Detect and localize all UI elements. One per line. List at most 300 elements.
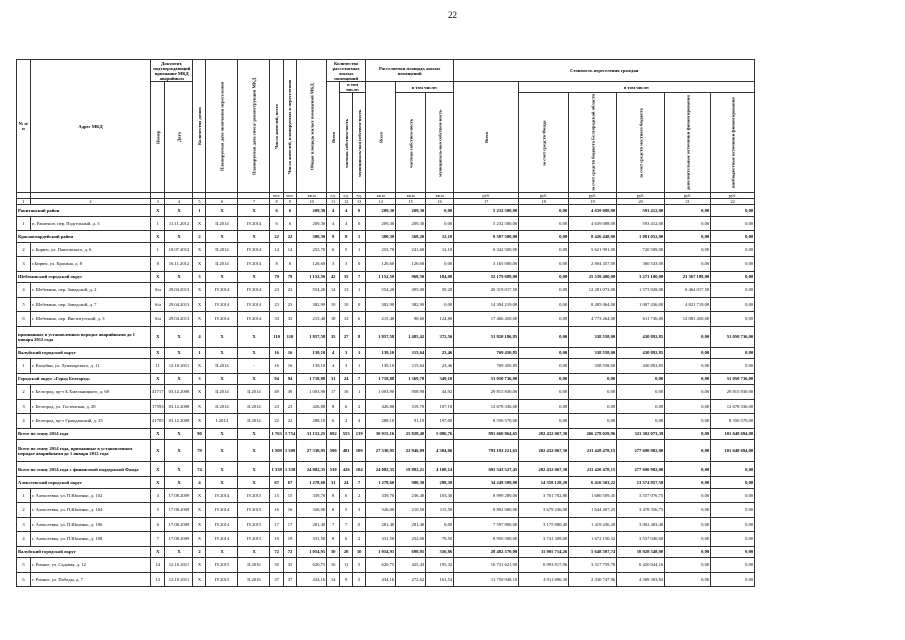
table-cell: 17593 <box>151 399 165 414</box>
table-cell: 281,40 <box>366 517 396 532</box>
table-cell: X <box>193 312 206 327</box>
table-cell: признанные в установленном порядке аварийными до 1 января 2012 года <box>17 326 151 347</box>
table-cell: 94 <box>283 373 296 385</box>
table-cell: 94 <box>270 373 283 385</box>
table-cell: 3 <box>193 373 206 385</box>
hdr-qty-private: частная собствен-ность <box>340 93 353 193</box>
table-cell: 2 804 457,00 <box>569 257 617 272</box>
table-cell: 8 <box>270 257 283 272</box>
table-cell: 12 <box>340 312 353 327</box>
table-cell: 0,00 <box>569 373 617 385</box>
table-cell: 0,00 <box>519 385 569 400</box>
table-cell: 33 <box>270 312 283 327</box>
hdr-doc-number: Номер <box>151 82 165 193</box>
table-cell: I.2014 <box>206 414 238 429</box>
page-number: 22 <box>448 10 457 20</box>
table-cell: 2 330 747,96 <box>569 572 617 587</box>
table-cell: 0,00 <box>665 205 711 217</box>
table-cell: 1 <box>17 359 31 374</box>
table-cell: 2 <box>353 532 366 547</box>
table-cell: 1 278,60 <box>297 477 327 489</box>
table-cell: 5 <box>340 242 353 257</box>
table-cell: 3 <box>353 503 366 518</box>
table-cell: IV.2014 <box>206 312 238 327</box>
table-cell: IV.2015 <box>238 488 270 503</box>
group-row <box>17 373 755 385</box>
hdr-cost: Стоимость переселения граждан <box>454 60 755 82</box>
table-cell: 16 <box>283 503 296 518</box>
table-cell: X <box>165 326 193 347</box>
table-cell: X <box>193 572 206 587</box>
table-cell: 4 <box>340 216 353 231</box>
table-cell: 30 915,16 <box>366 428 396 440</box>
table-cell: 1 <box>17 216 31 231</box>
hdr-residents: Число жителей, всего <box>270 60 283 193</box>
table-cell: 434,16 <box>366 572 396 587</box>
table-cell: X <box>238 546 270 558</box>
table-cell: 13 <box>353 199 366 205</box>
table-cell: 107,18 <box>426 399 454 414</box>
table-cell: X <box>206 271 238 283</box>
hdr-plan-demolition: Планируемая дата сноса/ реконструкции МКД <box>238 60 270 193</box>
table-cell: II.2014 <box>206 399 238 414</box>
table-cell: 8 <box>327 532 340 547</box>
table-cell: 22 <box>283 231 296 243</box>
hdr-cost-region: за счет средств бюджета Белгородской области <box>569 93 617 193</box>
table-cell: X <box>206 347 238 359</box>
table-cell: 91,10 <box>396 414 426 429</box>
table-cell: 266 278 029,96 <box>569 428 617 440</box>
table-cell: 16 <box>283 347 296 359</box>
table-cell: IV.2015 <box>206 558 238 573</box>
table-cell: 139 <box>353 428 366 440</box>
table-cell: 20 319 017,50 <box>454 283 519 298</box>
table-cell: руб. <box>665 193 711 199</box>
total-row <box>17 326 755 347</box>
table-cell: 1 <box>353 385 366 400</box>
hdr-num: № п/п <box>17 60 31 193</box>
table-cell: 0,00 <box>665 359 711 374</box>
table-cell: X <box>193 297 206 312</box>
table-cell: 209,30 <box>366 216 396 231</box>
table-cell: 19 <box>569 199 617 205</box>
table-cell: 14 <box>327 283 340 298</box>
table-cell: 24 <box>340 373 353 385</box>
table-cell: 1 509 <box>270 440 283 462</box>
table-cell: 16 <box>270 503 283 518</box>
table-cell: 1 054,91 <box>366 546 396 558</box>
table-cell: 0,00 <box>519 283 569 298</box>
table-cell: II.2014 <box>238 385 270 400</box>
table-cell: 2 <box>193 231 206 243</box>
table-cell: 7 <box>340 517 353 532</box>
table-cell: 7 <box>151 532 165 547</box>
table-cell: 382,90 <box>297 297 327 312</box>
hdr-area-resettled: Расселяемая площадь жилых помещений <box>366 60 454 82</box>
table-cell: 0,00 <box>665 477 711 489</box>
table-cell: IV.2014 <box>238 283 270 298</box>
table-cell: 18 <box>519 199 569 205</box>
table-cell: 2 <box>17 242 31 257</box>
table-cell: X <box>151 428 165 440</box>
table-cell: 23 <box>283 283 296 298</box>
table-cell: IV.2014 <box>206 532 238 547</box>
table-cell: 3 002 483,40 <box>617 517 665 532</box>
table-cell: X <box>151 546 165 558</box>
table-cell: 0,00 <box>711 242 755 257</box>
table-cell: 5 086,76 <box>426 428 454 440</box>
table-cell: 13 574 957,58 <box>617 477 665 489</box>
table-cell: IV.2015 <box>238 503 270 518</box>
table-cell: X <box>193 257 206 272</box>
table-cell: 0,00 <box>617 414 665 429</box>
table-cell: 288,10 <box>297 414 327 429</box>
table-cell: 8 <box>270 199 283 205</box>
table-cell: 6 <box>206 199 238 205</box>
table-cell: 0,00 <box>569 414 617 429</box>
table-cell: IV.2015 <box>206 572 238 587</box>
table-cell: 430 892,85 <box>617 326 665 347</box>
table-cell: 72 <box>283 546 296 558</box>
table-cell: 692 <box>327 428 340 440</box>
table-cell: 11 905 714,26 <box>519 546 569 558</box>
table-cell: 161,54 <box>426 572 454 587</box>
table-cell: кв.м <box>396 193 426 199</box>
table-cell: 1 <box>17 199 31 205</box>
table-cell: X <box>151 205 165 217</box>
table-cell: 8 <box>340 231 353 243</box>
table-cell: б/н <box>151 283 165 298</box>
table-cell: X <box>193 359 206 374</box>
table-cell: IV.2015 <box>238 532 270 547</box>
table-cell: 5 <box>353 572 366 587</box>
table-cell: X <box>165 462 193 477</box>
table-cell: X <box>206 205 238 217</box>
table-cell: 11 <box>151 359 165 374</box>
table-cell: 6 <box>270 216 283 231</box>
table-cell: 4 <box>17 414 31 429</box>
table-cell: 209,30 <box>297 216 327 231</box>
table-cell: 426,88 <box>297 399 327 414</box>
table-cell: 2 <box>17 385 31 400</box>
table-cell: X <box>206 428 238 440</box>
table-cell: 339,70 <box>297 488 327 503</box>
table-cell: 24 <box>340 477 353 489</box>
table-cell: 1 672 150,32 <box>569 532 617 547</box>
table-cell: Валуйский городской округ <box>17 546 151 558</box>
table-cell: 35 <box>340 271 353 283</box>
table-cell: 51 050 736,00 <box>711 326 755 347</box>
table-cell: 49 <box>283 385 296 400</box>
table-cell: 4 <box>151 488 165 503</box>
hdr-area-total2: Всего <box>366 82 396 193</box>
table-cell: 19 <box>283 532 296 547</box>
table-cell: 5 <box>151 503 165 518</box>
table-row <box>17 385 755 400</box>
table-cell: 10 <box>297 199 327 205</box>
table-cell: 139,10 <box>297 359 327 374</box>
table-cell: 109 <box>353 440 366 462</box>
table-cell: 769 450,85 <box>454 359 519 374</box>
table-cell: IV.2014 <box>238 297 270 312</box>
table-cell: 253,70 <box>297 242 327 257</box>
table-cell: 6 <box>340 532 353 547</box>
table-cell: 434,16 <box>297 572 327 587</box>
table-cell: 115,64 <box>396 347 426 359</box>
table-cell: 20 <box>340 546 353 558</box>
table-cell: 23 <box>270 283 283 298</box>
table-cell: 1 338 <box>270 462 283 477</box>
table-cell: 2 <box>353 488 366 503</box>
table-row <box>17 503 755 518</box>
table-cell: 17.08.2009 <box>165 503 193 518</box>
table-cell: 17 <box>454 199 519 205</box>
table-cell: г. Шебекино, пер. Заводской, д. 2 <box>31 283 151 298</box>
table-cell: 0,00 <box>519 414 569 429</box>
table-cell: 17.08.2009 <box>165 517 193 532</box>
table-cell: 67 <box>283 477 296 489</box>
table-cell: 28 482 570,00 <box>454 546 519 558</box>
hdr-qty-total: Всего <box>327 82 340 193</box>
table-cell: 425,43 <box>396 558 426 573</box>
table-cell: 1 573 928,00 <box>617 283 665 298</box>
table-cell: 4 <box>327 216 340 231</box>
table-cell: 326,00 <box>366 503 396 518</box>
table-cell: 4 <box>353 414 366 429</box>
group-row <box>17 205 755 217</box>
table-cell: 1 <box>193 347 206 359</box>
table-cell: 241,60 <box>396 242 426 257</box>
table-cell: 29.04.2013 <box>165 312 193 327</box>
table-cell: г. Ровное, ул. Победы, д. 7 <box>31 572 151 587</box>
table-cell: 3 478 356,75 <box>617 503 665 518</box>
table-cell: 0,00 <box>665 326 711 347</box>
table-cell: 3 <box>340 347 353 359</box>
table-cell: 16 <box>270 347 283 359</box>
table-cell: 49 <box>270 385 283 400</box>
table-cell: 321 302 073,39 <box>617 428 665 440</box>
table-cell: 495,00 <box>396 283 426 298</box>
table-cell: X <box>206 462 238 477</box>
table-cell: Красногвардейский район <box>17 231 151 243</box>
hdr-residents-plan: Число жителей, планируемых к переселению <box>283 60 296 193</box>
table-cell: 3 741 309,00 <box>519 532 569 547</box>
table-cell: 15 <box>270 488 283 503</box>
table-cell: 0,00 <box>665 414 711 429</box>
table-cell: IV.2014 <box>238 257 270 272</box>
table-cell: 0,00 <box>665 572 711 587</box>
table-cell: 5 232 500,00 <box>454 216 519 231</box>
table-cell: 14 <box>283 242 296 257</box>
table-cell: X <box>151 347 165 359</box>
table-cell: 4 <box>340 205 353 217</box>
hdr-houses: Количество домов <box>193 60 206 193</box>
table-cell: 0,00 <box>711 572 755 587</box>
table-cell: 12 081 450,00 <box>665 312 711 327</box>
table-cell: 958,98 <box>396 385 426 400</box>
table-cell: 6 <box>283 216 296 231</box>
table-cell: г. Алексеевка, ул. П.Юшенко, д. 104 <box>31 503 151 518</box>
table-cell: 793 192 221,65 <box>454 440 519 462</box>
table-cell: 5 648 507,74 <box>569 546 617 558</box>
table-cell: 430 892,85 <box>617 359 665 374</box>
table-cell: 6 <box>17 572 31 587</box>
table-cell: 7 <box>238 199 270 205</box>
table-cell: 12.10.2011 <box>165 558 193 573</box>
table-cell: 1 644 407,25 <box>569 503 617 518</box>
table-row <box>17 532 755 547</box>
table-cell: 19 <box>270 532 283 547</box>
table-cell: 59,20 <box>426 283 454 298</box>
table-cell: 3 <box>151 199 165 205</box>
table-cell: X <box>193 399 206 414</box>
group-row <box>17 546 755 558</box>
table-cell: 1 081 052,00 <box>617 231 665 243</box>
table-cell: 12.10.2011 <box>165 359 193 374</box>
hdr-doc-date: Дата <box>165 82 193 193</box>
table-cell: г. Шебекино, пер. Институтский, д. 3 <box>31 312 151 327</box>
table-cell: 380,30 <box>366 231 396 243</box>
table-cell: ед. <box>340 193 353 199</box>
table-cell: 12 <box>340 199 353 205</box>
table-cell: 31 <box>327 477 340 489</box>
table-cell: 8 556 570,00 <box>454 414 519 429</box>
table-cell: 8 <box>151 257 165 272</box>
table-cell: 0 <box>353 205 366 217</box>
table-cell: 331,50 <box>297 532 327 547</box>
table-cell: 13 <box>151 572 165 587</box>
table-cell: г. Белгород, пр-т Гражданский, д. 25 <box>31 414 151 429</box>
table-cell: 1 338 <box>283 462 296 477</box>
table-cell: X <box>238 271 270 283</box>
table-cell: кв.м <box>297 193 327 199</box>
table-cell: II.2016 <box>238 558 270 573</box>
table-cell: 0,00 <box>617 385 665 400</box>
table-cell: IV.2014 <box>238 312 270 327</box>
table-cell: 35 <box>283 558 296 573</box>
table-cell: 03.12.2008 <box>165 414 193 429</box>
table-cell: 0,00 <box>711 546 755 558</box>
table-cell: 0,00 <box>711 297 755 312</box>
table-cell: 8 <box>353 326 366 347</box>
table-cell: 691 543 527,45 <box>454 462 519 477</box>
hdr-document: Документ, подтверждающий признание МКД аварийным <box>151 60 193 82</box>
table-cell: 126,60 <box>396 257 426 272</box>
table-cell: 530 <box>327 462 340 477</box>
table-cell: 2 <box>353 399 366 414</box>
table-cell: 6 <box>340 488 353 503</box>
table-cell: X <box>193 216 206 231</box>
table-cell: 0,00 <box>665 373 711 385</box>
table-cell: 104 <box>353 462 366 477</box>
table-cell: 25 828,40 <box>396 428 426 440</box>
table-cell: 0,00 <box>665 399 711 414</box>
table-cell: 0 <box>353 216 366 231</box>
table-cell: 18.07.2012 <box>165 242 193 257</box>
total-row <box>17 440 755 462</box>
table-cell: 0,00 <box>519 242 569 257</box>
table-cell: 372,56 <box>426 326 454 347</box>
table-cell: 6 993 817,96 <box>519 558 569 573</box>
table-cell: II.2014 <box>206 385 238 400</box>
table-cell: 3 <box>17 399 31 414</box>
table-cell: 27 <box>340 326 353 347</box>
table-cell: 14 <box>366 199 396 205</box>
table-cell: 41717 <box>151 385 165 400</box>
table-cell: 110 <box>283 326 296 347</box>
table-cell: X <box>151 373 165 385</box>
table-cell: 3 <box>17 257 31 272</box>
table-cell: 184,00 <box>426 271 454 283</box>
table-cell: X <box>193 503 206 518</box>
table-cell: 0,00 <box>711 462 755 477</box>
table-cell: 0,00 <box>665 257 711 272</box>
table-cell: 67 <box>270 477 283 489</box>
table-row <box>17 297 755 312</box>
table-cell: 3 <box>327 257 340 272</box>
table-cell: 1 509 <box>283 440 296 462</box>
table-cell: 611 736,00 <box>617 312 665 327</box>
table-cell: Алексеевский городской округ <box>17 477 151 489</box>
table-cell: 51 050 736,00 <box>711 373 755 385</box>
table-cell: 8 485 064,00 <box>569 297 617 312</box>
table-cell: X <box>151 477 165 489</box>
table-cell: 6 464 017,50 <box>665 283 711 298</box>
table-cell: X <box>206 231 238 243</box>
table-cell: 0,00 <box>711 312 755 327</box>
table-cell: 593 412,00 <box>617 205 665 217</box>
table-cell: 319,70 <box>396 399 426 414</box>
table-cell: 1 003,90 <box>297 385 327 400</box>
table-cell: 0,00 <box>519 399 569 414</box>
table-cell: 15 <box>283 488 296 503</box>
table-cell: 1 857,58 <box>366 326 396 347</box>
table-cell: 115,50 <box>426 503 454 518</box>
table-cell: Шебекинский городской округ <box>17 271 151 283</box>
table-cell: г.Бирюч, ул. Красина, д. 8 <box>31 257 151 272</box>
table-cell: 31 <box>327 373 340 385</box>
table-cell: 22 <box>283 414 296 429</box>
table-cell: 368,20 <box>396 231 426 243</box>
table-cell: 360 543,00 <box>617 257 665 272</box>
table-cell: 209,30 <box>366 205 396 217</box>
table-cell: X <box>238 462 270 477</box>
resettlement-table <box>16 59 755 587</box>
table-cell: 252,00 <box>396 532 426 547</box>
table-cell: 14 394 219,00 <box>454 297 519 312</box>
table-cell: 236,40 <box>396 488 426 503</box>
table-cell: 1 680 509,45 <box>569 488 617 503</box>
table-cell: 90 <box>193 428 206 440</box>
table-cell: 139,10 <box>366 347 396 359</box>
table-cell: II.2016 <box>238 572 270 587</box>
group-row <box>17 231 755 243</box>
table-cell: 79 <box>193 440 206 462</box>
table-cell: 0,00 <box>711 347 755 359</box>
table-cell: 35 <box>270 558 283 573</box>
table-cell: 4 821 719,00 <box>665 297 711 312</box>
table-cell: 13 <box>340 283 353 298</box>
table-cell: 8 999 289,00 <box>454 488 519 503</box>
table-cell: IV.2014 <box>238 216 270 231</box>
table-cell: 215,40 <box>297 312 327 327</box>
table-cell: 2 <box>340 414 353 429</box>
hdr-plan-end: Планируемая дата окончания переселения <box>206 60 238 193</box>
table-cell: 0,00 <box>519 297 569 312</box>
table-cell: 124,80 <box>426 312 454 327</box>
table-cell: 2 <box>31 199 151 205</box>
table-cell: 52 179 688,00 <box>454 271 519 283</box>
